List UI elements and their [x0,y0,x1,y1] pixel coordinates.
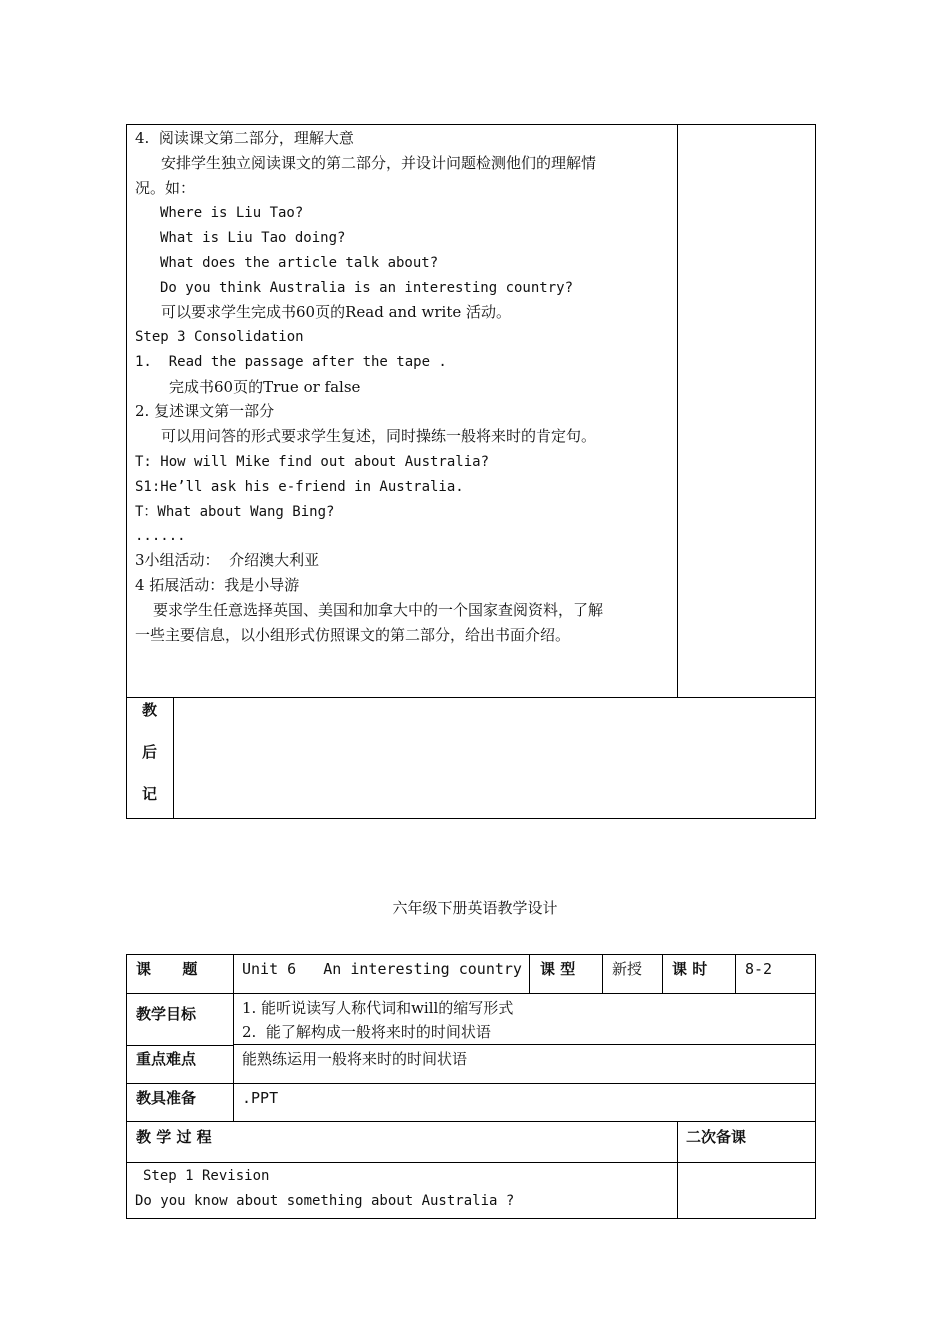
dialogue-line: T：What about Wang Bing? [135,504,335,520]
instruction-line: 要求学生任意选择英国、美国和加拿大中的一个国家查阅资料，了解 [153,601,604,619]
revision-step: Step 1 Revision [143,1168,270,1184]
question-line: What does the article talk about? [160,255,439,271]
afterclass-char: 教 [141,701,157,719]
dialogue-line: T: How will Mike find out about Australia? [135,454,490,470]
lesson-type-value: 新授 [612,960,643,978]
activity-line: 2. 复述课文第一部分 [135,402,275,420]
activity-line: 4 拓展活动：我是小导游 [135,576,300,594]
question-line: Where is Liu Tao? [160,205,304,221]
lesson-hours-value: 8-2 [745,960,773,978]
focus-label: 重点难点 [136,1050,197,1068]
focus-value: 能熟练运用一般将来时的时间状语 [242,1050,468,1068]
step-3-heading: Step 3 Consolidation [135,329,304,345]
instruction-line: 安排学生独立阅读课文的第二部分，并设计问题检测他们的理解情 [161,154,597,172]
question-line: What is Liu Tao doing? [160,230,346,246]
revision-question: Do you know about something about Australia ? [135,1193,515,1209]
lesson-hours-label: 课 时 [672,960,708,978]
goal-item: 2. 能了解构成一般将来时的时间状语 [242,1023,491,1041]
process-label: 教 学 过 程 [136,1128,212,1146]
activity-line: 完成书60页的True or false [169,378,361,396]
instruction-line: 可以用问答的形式要求学生复述，同时操练一般将来时的肯定句。 [161,427,597,445]
second-prep-label: 二次备课 [686,1128,747,1146]
question-line: Do you think Australia is an interesting country? [160,280,574,296]
instruction-line: 可以要求学生完成书60页的Read and write 活动。 [161,303,512,321]
afterclass-char: 记 [141,785,157,803]
tools-label: 教具准备 [136,1089,197,1107]
topic-label: 课 题 [136,960,198,978]
step-4-heading: 4. 阅读课文第二部分，理解大意 [135,129,354,147]
lesson-type-label: 课 型 [540,960,576,978]
goals-label: 教学目标 [136,1005,197,1023]
page-title: 六年级下册英语教学设计 [392,899,558,917]
afterclass-char: 后 [141,743,157,761]
ellipsis-line: ...... [135,528,186,544]
instruction-line: 一些主要信息，以小组形式仿照课文的第二部分，给出书面介绍。 [135,626,571,644]
topic-value: Unit 6 An interesting country [242,960,522,978]
instruction-line: 况。如： [135,179,196,197]
activity-line: 3小组活动： 介绍澳大利亚 [135,551,320,569]
goal-item: 1. 能听说读写人称代词和will的缩写形式 [242,999,514,1017]
dialogue-line: S1:He’ll ask his e-friend in Australia. [135,479,464,495]
tools-value: .PPT [242,1089,279,1107]
activity-line: 1. Read the passage after the tape . [135,354,447,370]
